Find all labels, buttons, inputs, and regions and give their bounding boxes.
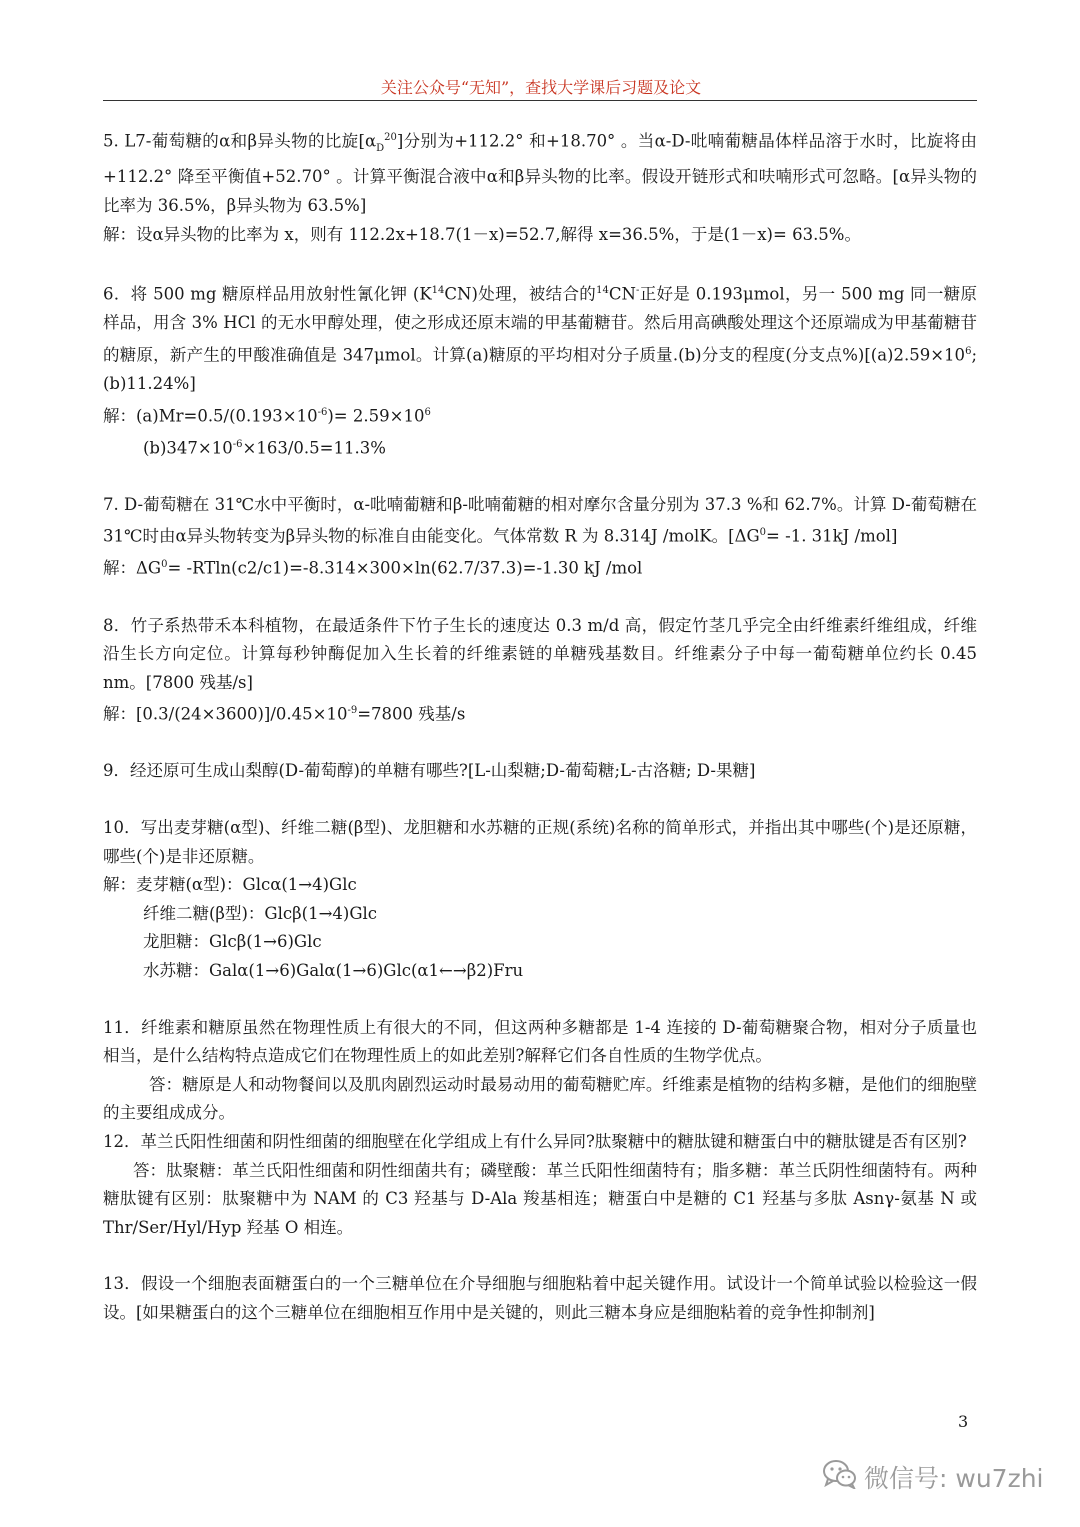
page-header: 关注公众号“无知”，查找大学课后习题及论文 — [380, 78, 702, 97]
answer-10-cellobiose: 纤维二糖(β型)：Glcβ(1→4)Glc — [143, 903, 378, 923]
page-number: 3 — [958, 1412, 969, 1431]
answer-6a: 解：$(a)Mr=0.5/(0.193\times 10^{-6})= 2.59\times 10^6$ — [103, 406, 431, 426]
question-13: 13．假设一个细胞表面糖蛋白的一个三糖单位在介导细胞与细胞粘着中起关键作用。试设计一个简单试验以检验这一假设。[如果糖蛋白的这个三糖单位在细胞相互作用中是关键的，则此三糖本身应是细胞粘着的竞争性抑制剂] — [103, 1274, 977, 1322]
header-divider — [103, 100, 977, 101]
question-8: 8．竹子系热带禾本科植物，在最适条件下竹子生长的速度达 0.3 m/d 高，假定竹茎几乎完全由纤维素纤维组成，纤维沿生长方向定位。计算每秒钟酶促加入生长着的纤维素链的单糖残基数目。纤维素分子中每一葡萄糖单位约长 0.45 nm。[7800 残基/s] — [103, 615, 977, 692]
answer-10-maltose: 解：麦芽糖(α型)：Glcα(1→4)Glc — [103, 875, 357, 895]
answer-11: 答：糖原是人和动物餐间以及肌肉剧烈运动时最易动用的葡萄糖贮库。纤维素是植物的结构多糖，是他们的细胞壁的主要组成成分。 — [103, 1074, 977, 1123]
page-content — [103, 124, 977, 1327]
wechat-watermark — [822, 1457, 1043, 1497]
question-10: 10．写出麦芽糖(α型)、纤维二糖(β型)、龙胆糖和水苏糖的正规(系统)名称的简单形式，并指出其中哪些(个)是还原糖，哪些(个)是非还原糖。 — [103, 817, 977, 866]
question-6: 6．将 500 mg 糖原样品用放射性氰化钾 $(K^{14}CN)$处理，被结合的$^{14}$CN-正好是 0.193μmol，另一 500 mg 同一糖原样品，用含 3% HCl 的无水甲醇处理，使之形成还原末端的甲基葡糖苷。然后用高碘酸处理这个还原端成为甲基葡糖苷的糖原，新产生的甲酸准确值是 347μmol。计算(a)糖原的平均相对分子质量.(b)分支的程度(分支点$\%)[(a)2.59\times 10^6$; (b)11.24%] — [103, 284, 978, 393]
answer-6b: $(b)347\times 10^{-6}\times 163/0.5=11.3\%$ — [143, 438, 386, 458]
answer-7: 解：$\Delta G^0= -RTln(c2/c1)=-8.314\times 300\times\ln(62.7/37.3)=-1.30$ kJ /mol — [103, 558, 643, 578]
answer-10-gentiobiose: 龙胆糖：Glcβ(1→6)Glc — [143, 932, 322, 952]
wechat-icon — [822, 1459, 864, 1495]
question-9: 9．经还原可生成山梨醇(D-葡萄醇)的单糖有哪些?[L-山梨糖;D-葡萄糖;L-古洛糖; D-果糖] — [103, 761, 756, 781]
question-11: 11．纤维素和糖原虽然在物理性质上有很大的不同，但这两种多糖都是 1-4 连接的 D-葡萄糖聚合物，相对分子质量也相当，是什么结构特点造成它们在物理性质上的如此差别?解释它们各自性质的生物学优点。 — [103, 1017, 977, 1066]
answer-8: 解：$[0.3/(24\times 3600)]/0.45\times 10^{-9}=7800$ 残基/s — [103, 704, 466, 724]
question-12: 12．革兰氏阳性细菌和阴性细菌的细胞壁在化学组成上有什么异同?肽聚糖中的糖肽键和糖蛋白中的糖肽键是否有区别? — [103, 1131, 967, 1151]
answer-10-stachyose: 水苏糖：Galα(1→6)Galα(1→6)Glc(α1←→β2)Fru — [143, 960, 524, 980]
answer-5: 解：设α异头物的比率为 x，则有 112.2x+18.7(1－x)=52.7,解得 x=36.5%，于是(1－x)= 63.5%。 — [103, 224, 861, 244]
answer-12: 答：肽聚糖：革兰氏阳性细菌和阴性细菌共有；磷壁酸：革兰氏阳性细菌特有；脂多糖：革兰氏阴性细菌特有。两种糖肽键有区别：肽聚糖中为 NAM 的 C3 羟基与 D-Ala 羧基相连；糖蛋白中是糖的 C1 羟基与多肽 Asnγ-氨基 N 或 Thr/Ser/Hyl/Hyp 羟基 O 相连。 — [103, 1160, 977, 1237]
watermark-text: 微信号: wu7zhi — [864, 1464, 1044, 1493]
question-7: 7. D-葡萄糖在 31℃水中平衡时，α-吡喃葡糖和β-吡喃葡糖的相对摩尔含量分别为 37.3 %和 62.7%。计算 D-葡萄糖在 31℃时由α异头物转变为β异头物的标准自由能变化。气体常数 R 为 8.314J /molK。[$\Delta G^0= -1$. 31kJ /mol] — [103, 494, 977, 546]
question-5: 5. L7-葡萄糖的α和β异头物的比旋$[\alpha_D^{20}]$分别为+112.2° 和+18.70° 。当α-D-吡喃葡糖晶体样品溶于水时，比旋将由+112.2° 降至平衡值+52.70° 。计算平衡混合液中α和β异头物的比率。假设开链形式和呋喃形式可忽略。[α异头物的比率为 36.5%，β异头物为 63.5%] — [103, 131, 977, 215]
